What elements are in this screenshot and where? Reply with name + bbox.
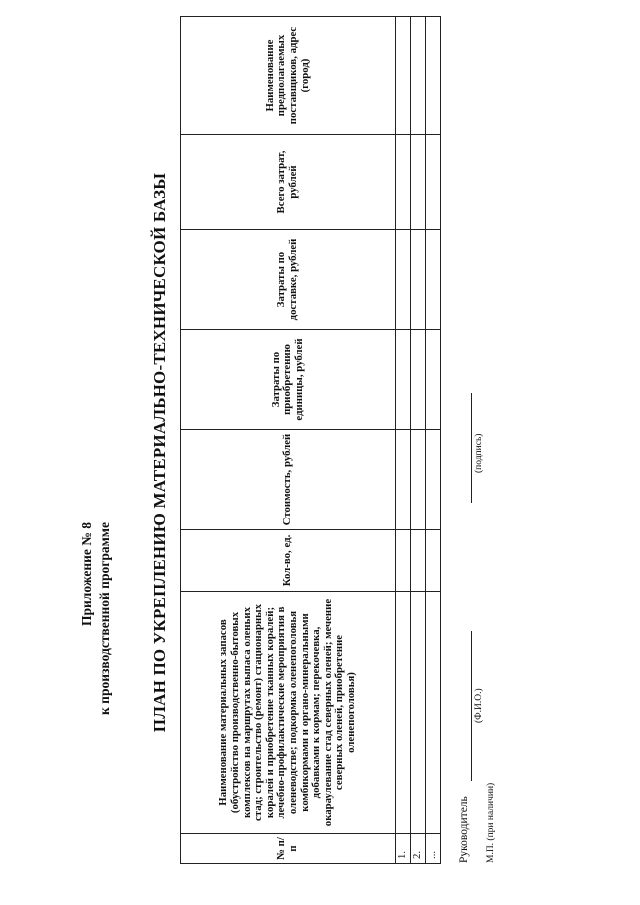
table-cell[interactable] <box>396 592 411 834</box>
table-cell[interactable] <box>396 430 411 530</box>
header-total-cost: Всего затрат, рублей <box>181 135 396 230</box>
header-materials: Наименование материальных запасов (обустройство производственно-бытовых комплексов на маршрутах выпаса оленьих стад; строительство (ремонт) стационарных коралей и приобретение тканных коралей; лечебно-профилактические мероприятия в оленеводстве; подкормка оленепоголовья комбикормами и органо-минеральными добавками к кормам; перекочевка, окараулевание стад северных оленей; мечение северных оленей, приобретение оленепоголовья) <box>181 592 396 834</box>
stamp-label: М.П. (при наличии) <box>486 782 496 863</box>
signature-block <box>458 343 518 863</box>
row-number: 2. <box>411 834 426 864</box>
table-cell[interactable] <box>396 135 411 230</box>
signature-line[interactable] <box>471 393 472 503</box>
header-number: № п/п <box>181 834 396 864</box>
table-cell[interactable] <box>411 17 426 135</box>
head-label: Руководитель <box>458 796 470 863</box>
header-quantity: Кол-во, ед. <box>181 530 396 592</box>
table-cell[interactable] <box>426 330 441 430</box>
table-cell[interactable] <box>396 530 411 592</box>
plan-table <box>180 16 441 864</box>
signature-caption: (подпись) <box>474 433 484 473</box>
table-cell[interactable] <box>411 330 426 430</box>
table-cell[interactable] <box>396 17 411 135</box>
table-row <box>396 17 411 864</box>
table-cell[interactable] <box>426 17 441 135</box>
fio-caption: (Ф.И.О.) <box>474 688 484 723</box>
table-cell[interactable] <box>426 530 441 592</box>
table-cell[interactable] <box>411 230 426 330</box>
table-cell[interactable] <box>396 330 411 430</box>
header-cost: Стоимость, рублей <box>181 430 396 530</box>
header-suppliers: Наименование предполагаемых поставщиков, адрес (город) <box>181 17 396 135</box>
row-number: ... <box>426 834 441 864</box>
table-cell[interactable] <box>426 592 441 834</box>
table-cell[interactable] <box>426 230 441 330</box>
table-cell[interactable] <box>411 135 426 230</box>
table-cell[interactable] <box>411 530 426 592</box>
table-row <box>426 17 441 864</box>
table-cell[interactable] <box>426 135 441 230</box>
row-number: 1. <box>396 834 411 864</box>
table-cell[interactable] <box>426 430 441 530</box>
header-delivery-cost: Затраты по доставке, рублей <box>181 230 396 330</box>
table-cell[interactable] <box>411 592 426 834</box>
table-row <box>411 17 426 864</box>
table-cell[interactable] <box>396 230 411 330</box>
document-title: ПЛАН ПО УКРЕПЛЕНИЮ МАТЕРИАЛЬНО-ТЕХНИЧЕСКОЙ БАЗЫ <box>150 172 169 733</box>
table-cell[interactable] <box>411 430 426 530</box>
table-header-row <box>181 17 396 864</box>
fio-line[interactable] <box>471 631 472 781</box>
appendix-reference: к производственной программе <box>97 522 112 715</box>
appendix-number: Приложение № 8 <box>79 522 94 626</box>
header-unit-cost: Затраты по приобретению единицы, рублей <box>181 330 396 430</box>
appendix-note <box>78 522 114 715</box>
